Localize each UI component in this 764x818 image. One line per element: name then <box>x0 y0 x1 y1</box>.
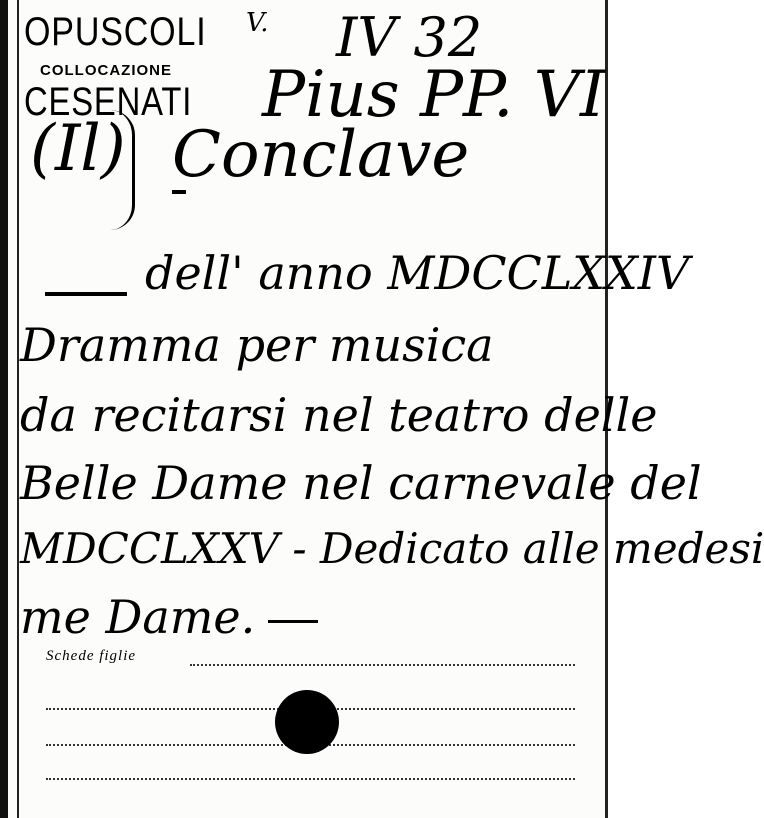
printed-schede-label: Schede figlie <box>46 648 137 664</box>
punch-hole <box>275 690 339 754</box>
handwritten-shelfmark: IV 32 <box>336 6 483 69</box>
line-lead-dash <box>45 292 127 296</box>
line-end-dash <box>268 620 318 623</box>
dotted-rule <box>190 664 575 666</box>
handwritten-line: dell' anno MDCCLXXIV <box>145 246 690 300</box>
handwritten-v-mark: V. <box>246 8 269 38</box>
handwritten-line: da recitarsi nel teatro delle <box>20 388 658 442</box>
dotted-rule <box>46 778 575 780</box>
printed-series-label: OPUSCOLI <box>24 10 207 54</box>
handwritten-line: Dramma per musica <box>20 318 494 372</box>
printed-collocazione-label: COLLOCAZIONE <box>40 62 172 79</box>
handwritten-article: (Il) <box>30 112 126 186</box>
handwritten-line: Belle Dame nel carnevale del <box>20 456 702 510</box>
card-margin-rule <box>17 0 19 818</box>
card-left-edge <box>0 0 8 818</box>
handwritten-author: Pius PP. VI <box>262 58 606 132</box>
handwritten-title: Conclave <box>172 118 470 192</box>
printed-collection-label: CESENATI <box>24 80 193 124</box>
handwritten-bracket <box>110 110 135 230</box>
handwritten-line: me Dame. <box>20 590 256 644</box>
handwritten-line: MDCCLXXV - Dedicato alle medesi <box>20 524 764 573</box>
